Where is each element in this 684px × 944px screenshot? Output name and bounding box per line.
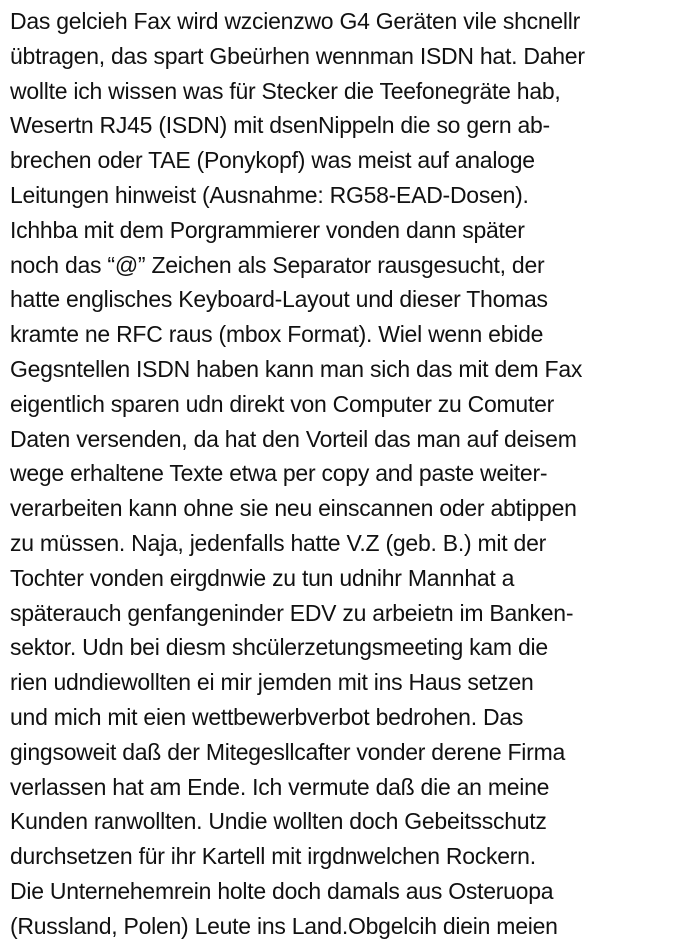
text-line: Ichhba mit dem Porgrammierer vonden dann später — [10, 216, 525, 243]
text-line: kramte ne RFC raus (mbox Format). Wiel wenn ebide — [10, 321, 544, 348]
text-line: wollte ich wissen was für Stecker die Teefonegräte hab, — [10, 77, 561, 104]
text-line: verlassen hat am Ende. Ich vermute daß die an meine — [10, 773, 550, 800]
text-line: durchsetzen für ihr Kartell mit irgdnwelchen Rockern. — [10, 843, 536, 870]
text-line: wege erhaltene Texte etwa per copy and paste weiter- — [10, 460, 548, 487]
text-line: späterauch genfangeninder EDV zu arbeietn im Banken- — [10, 599, 574, 626]
text-line: verarbeiten kann ohne sie neu einscannen oder abtippen — [10, 495, 577, 522]
text-line: Kunden ranwollten. Undie wollten doch Gebeitsschutz — [10, 808, 547, 835]
text-line: Wesertn RJ45 (ISDN) mit dsenNippeln die so gern ab- — [10, 112, 550, 139]
text-line: sektor. Udn bei diesm shcülerzetungsmeeting kam die — [10, 634, 548, 661]
text-line: Leitungen hinweist (Ausnahme: RG58-EAD-Dosen). — [10, 181, 529, 208]
text-line: Gegsntellen ISDN haben kann man sich das mit dem Fax — [10, 355, 583, 382]
text-line: Daten versenden, da hat den Vorteil das man auf deisem — [10, 425, 577, 452]
text-line: und mich mit eien wettbewerbverbot bedrohen. Das — [10, 703, 524, 730]
text-line: gingsoweit daß der Mitegesllcafter vonder derene Firma — [10, 738, 565, 765]
text-line: zu müssen. Naja, jedenfalls hatte V.Z (geb. B.) mit der — [10, 529, 547, 556]
text-line: eigentlich sparen udn direkt von Computer zu Comuter — [10, 390, 555, 417]
text-line: (Russland, Polen) Leute ins Land.Obgelcih diein meien — [10, 912, 558, 939]
text-line: hatte englisches Keyboard-Layout und dieser Thomas — [10, 286, 548, 313]
text-line: Das gelcieh Fax wird wzcienzwo G4 Geräten vile shcnellr — [10, 8, 581, 34]
text-line: übtragen, das spart Gbeürhen wennman ISDN hat. Daher — [10, 42, 585, 69]
text-line: Tochter vonden eirgdnwie zu tun udnihr Mannhat a — [10, 564, 515, 591]
text-line: Die Unternehemrein holte doch damals aus Osteruopa — [10, 877, 554, 904]
body-text — [10, 4, 682, 944]
text-line: rien udndiewollten ei mir jemden mit ins Haus setzen — [10, 669, 534, 696]
text-line: noch das “@” Zeichen als Separator rausgesucht, der — [10, 251, 545, 278]
text-line: brechen oder TAE (Ponykopf) was meist auf analoge — [10, 147, 535, 174]
